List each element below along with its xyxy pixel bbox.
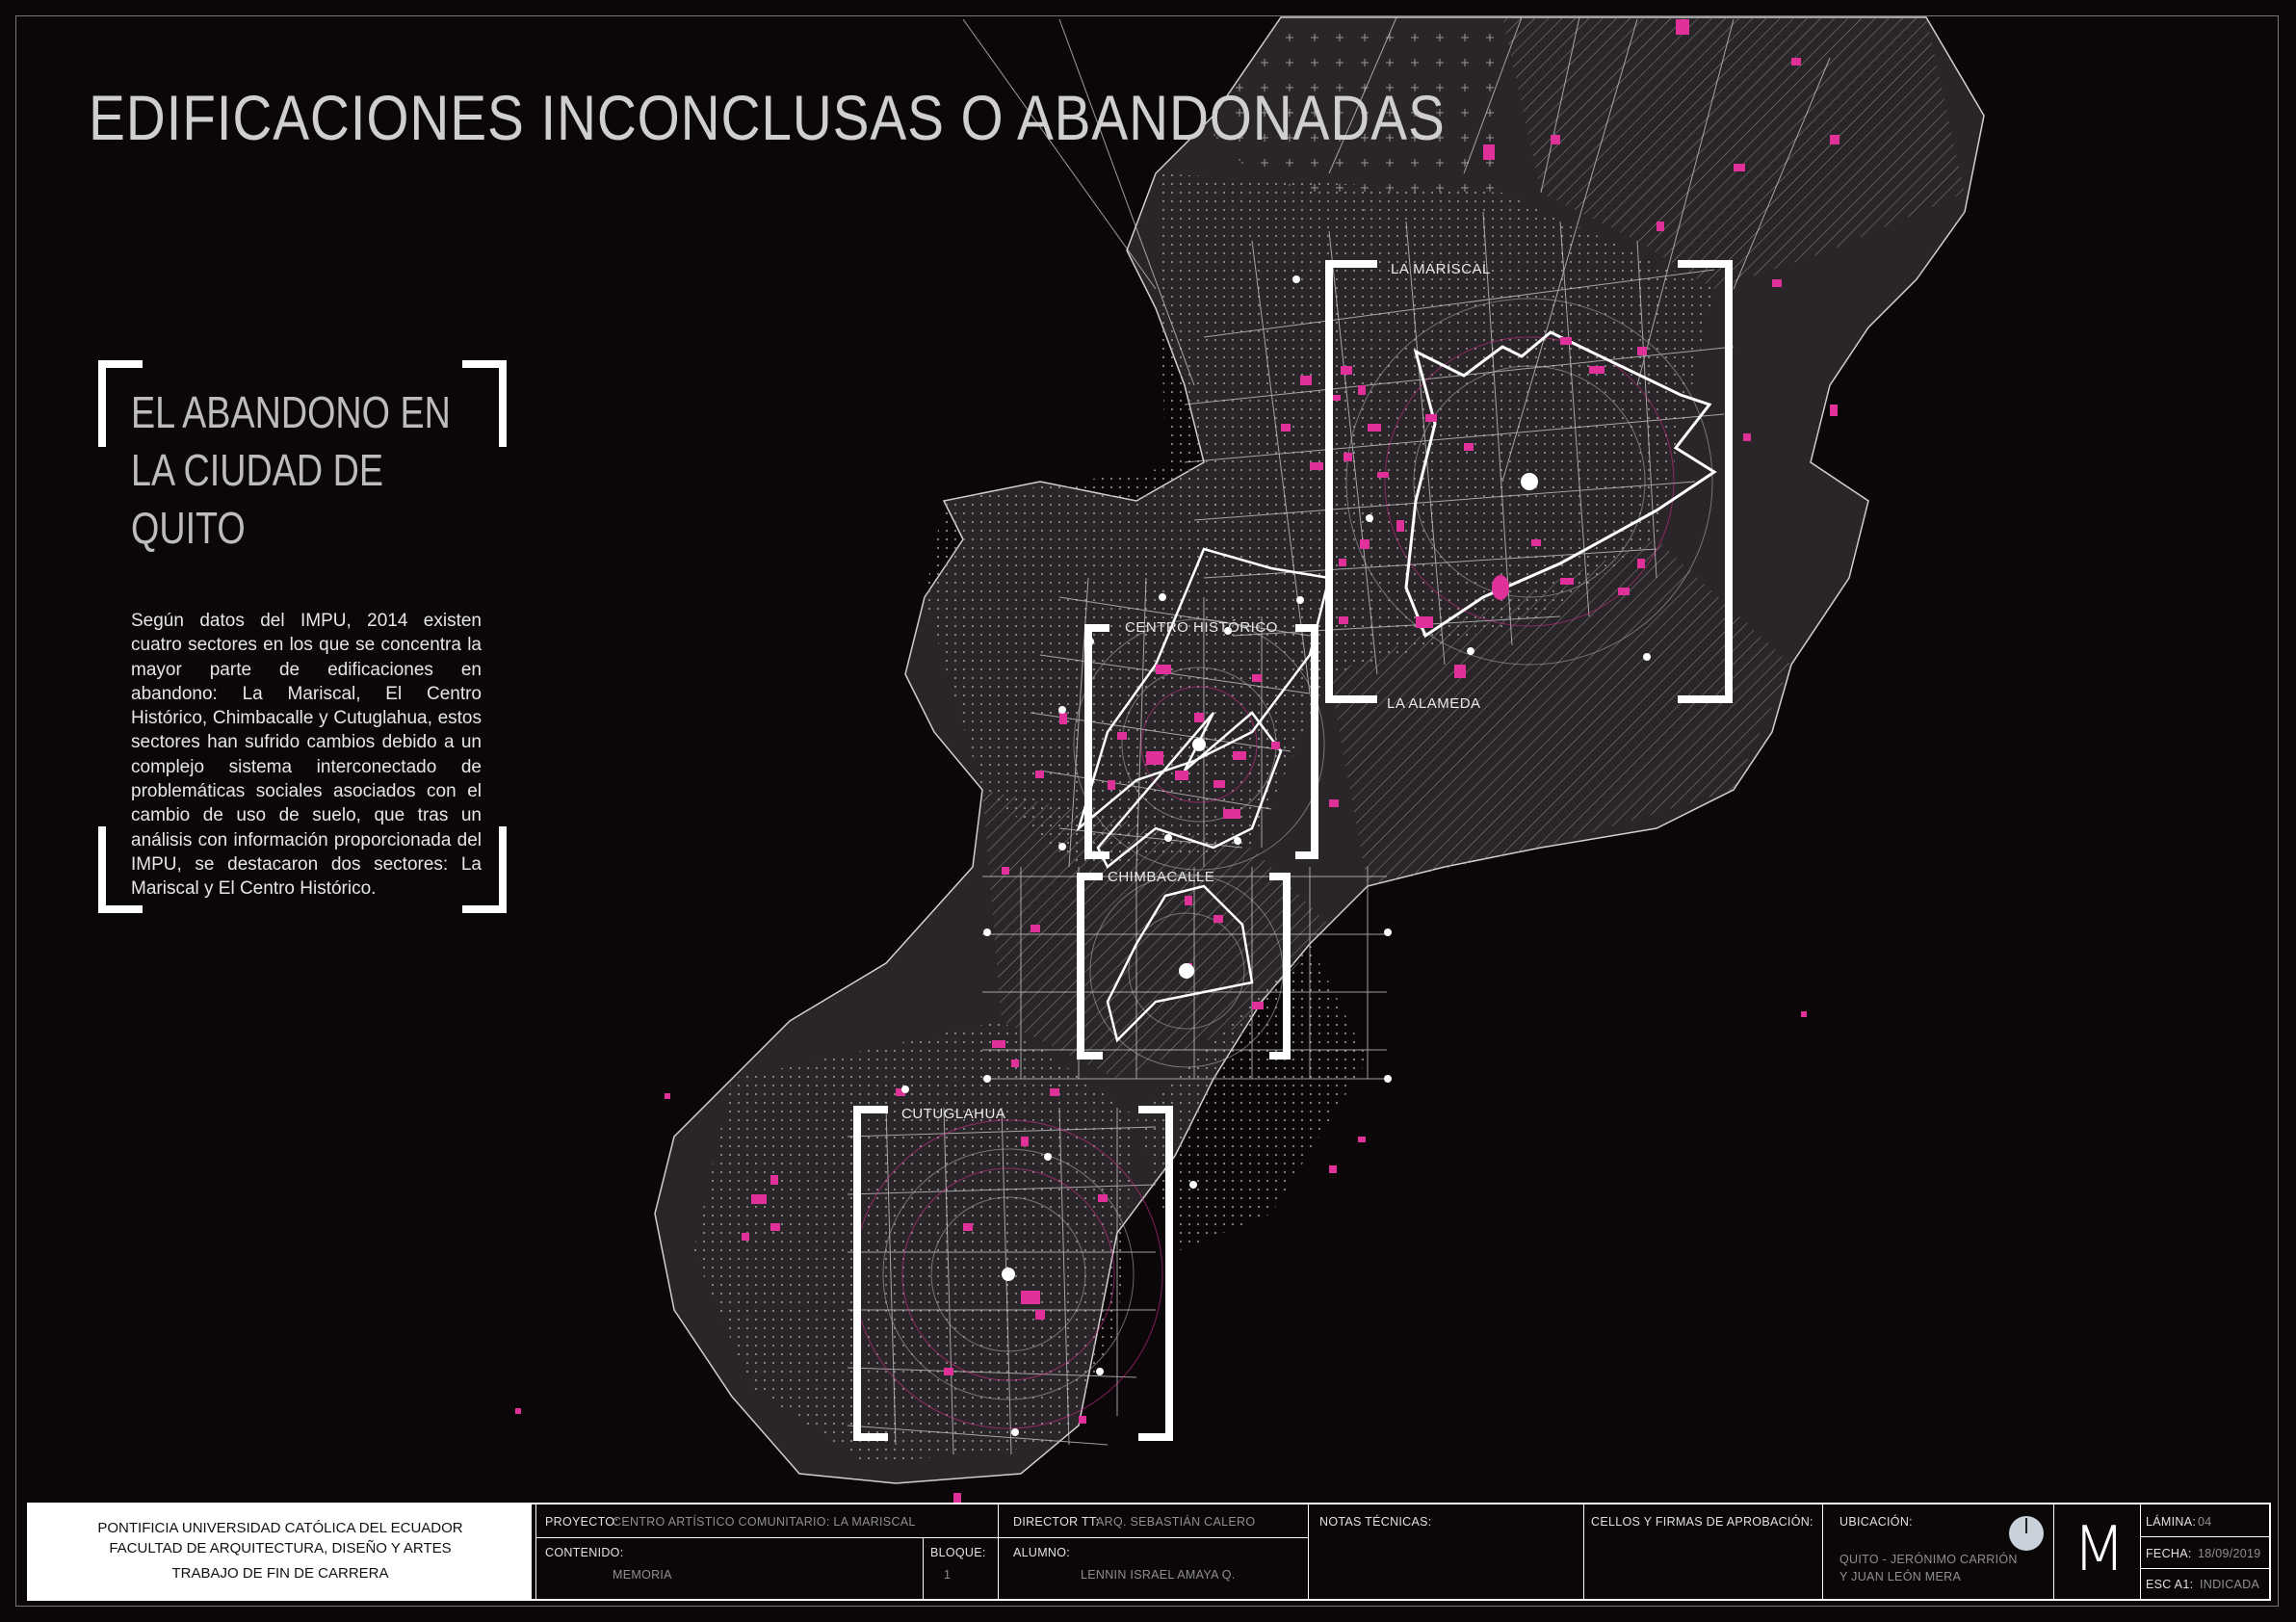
ubicacion-label: UBICACIÓN:: [1839, 1515, 1913, 1529]
bloque-label: BLOQUE:: [930, 1546, 986, 1559]
section-heading-line-3: QUITO: [131, 503, 246, 553]
tb-hline: [2140, 1536, 2271, 1537]
label-chimbacalle: CHIMBACALLE: [1108, 869, 1215, 885]
north-clock-icon: [2009, 1516, 2044, 1551]
ubicacion-value-1: QUITO - JERÓNIMO CARRIÓN: [1839, 1553, 2018, 1566]
program-name: TRABAJO DE FIN DE CARRERA: [171, 1565, 389, 1582]
tb-divider: [1308, 1504, 1309, 1599]
director-label: DIRECTOR TT:: [1013, 1515, 1100, 1529]
tb-divider: [923, 1537, 924, 1599]
label-cutuglahua: CUTUGLAHUA: [901, 1106, 1006, 1122]
tb-divider: [2053, 1504, 2054, 1599]
description-paragraph: Según datos del IMPU, 2014 existen cuatro sectores en los que se concentra la mayor parte de edificaciones en abandono: La Mariscal, El Centro Histórico, Chimbacalle y Cutuglahua, estos sectores han sufrido cambios debido a un complejo sistema interconectado de problemáticas sociales asociados con el cambio de uso de suelo, que tras un análisis con información proporcionada del IMPU, se destacaron dos sectores: La Mariscal y El Centro Histórico.: [131, 611, 482, 900]
fecha-label: FECHA:: [2146, 1547, 2192, 1560]
text-bracket-top-right: [462, 360, 507, 447]
university-name: PONTIFICIA UNIVERSIDAD CATÓLICA DEL ECUADOR: [97, 1520, 463, 1536]
tb-hline: [2140, 1568, 2271, 1569]
tb-divider: [1583, 1504, 1584, 1599]
sheet-title: EDIFICACIONES INCONCLUSAS O ABANDONADAS: [89, 82, 1446, 153]
alumno-value: LENNIN ISRAEL AMAYA Q.: [1081, 1568, 1236, 1582]
logo: M: [2073, 1514, 2126, 1585]
section-heading-line-2: LA CIUDAD DE: [131, 445, 384, 495]
label-centro-historico: CENTRO HISTÓRICO: [1125, 619, 1278, 636]
label-la-mariscal: LA MARISCAL: [1391, 261, 1491, 277]
tb-divider: [2140, 1504, 2141, 1599]
notas-label: NOTAS TÉCNICAS:: [1319, 1515, 1432, 1529]
escala-label: ESC A1:: [2146, 1578, 2194, 1591]
section-heading-line-1: EL ABANDONO EN: [131, 387, 451, 437]
tb-hline: [535, 1537, 1308, 1538]
alumno-label: ALUMNO:: [1013, 1546, 1071, 1559]
proyecto-label: PROYECTO:: [545, 1515, 619, 1529]
cellos-label: CELLOS Y FIRMAS DE APROBACIÓN:: [1591, 1515, 1813, 1529]
tb-divider: [1822, 1504, 1823, 1599]
escala-value: INDICADA: [2200, 1578, 2260, 1591]
faculty-name: FACULTAD DE ARQUITECTURA, DISEÑO Y ARTES: [109, 1540, 452, 1557]
lamina-value: 04: [2198, 1515, 2212, 1529]
contenido-value: MEMORIA: [613, 1568, 672, 1582]
fecha-value: 18/09/2019: [2198, 1547, 2261, 1560]
tb-divider: [535, 1504, 536, 1599]
section-heading: [131, 383, 451, 557]
tb-divider: [998, 1504, 999, 1599]
proyecto-value: CENTRO ARTÍSTICO COMUNITARIO: LA MARISCAL: [613, 1515, 916, 1529]
ubicacion-value-2: Y JUAN LEÓN MERA: [1839, 1570, 1962, 1583]
label-la-alameda: LA ALAMEDA: [1387, 695, 1481, 712]
director-value: ARQ. SEBASTIÁN CALERO: [1096, 1515, 1256, 1529]
university-block: [29, 1504, 532, 1599]
contenido-label: CONTENIDO:: [545, 1546, 624, 1559]
lamina-label: LÁMINA:: [2146, 1515, 2197, 1529]
bloque-value: 1: [944, 1568, 952, 1582]
